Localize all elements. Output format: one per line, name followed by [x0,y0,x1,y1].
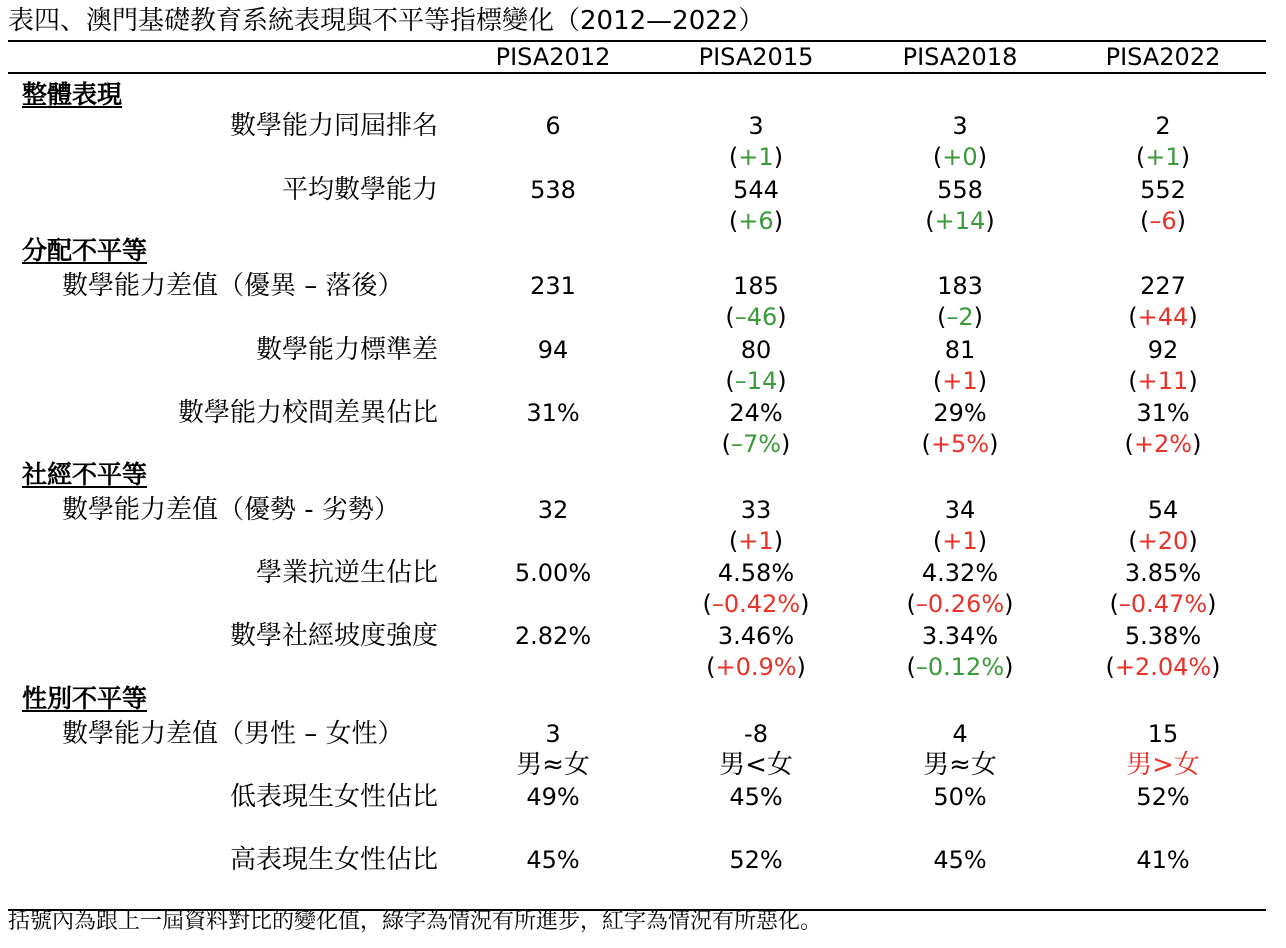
table-cell-pisa2012 [443,558,663,589]
cell-change: (–2) [936,303,984,331]
cell-change: (+1) [932,527,988,555]
cell-change: (+1) [728,143,784,171]
table-cell-pisa2022 [1053,621,1273,683]
cell-value: 6 [545,112,561,140]
cell-value: 544 [733,176,779,204]
table-cell-pisa2012 [443,398,663,429]
cell-value: -8 [744,720,768,748]
cell-value: 5.38% [1124,622,1202,650]
table-title: 表四、澳門基礎教育系統表現與不平等指標變化（2012—2022） [8,6,765,36]
change-value: +0 [942,143,978,171]
cell-value: 92 [1147,336,1179,364]
column-header-pisa2015: PISA2015 [698,43,814,71]
cell-value: 185 [733,272,779,300]
table-cell-pisa2015 [646,558,866,620]
table-cell-pisa2012 [443,495,663,526]
row-label: 數學能力同屆排名 [229,111,438,141]
cell-value: 52% [1136,783,1190,811]
table-cell-pisa2015 [646,621,866,683]
cell-change: (+5%) [921,430,999,458]
cell-value: 3 [952,112,968,140]
table-cell-pisa2022 [1053,111,1273,173]
cell-value: 3 [545,720,561,748]
change-value: –0.26% [915,590,1005,618]
cell-value: 227 [1140,272,1186,300]
change-value: +1 [942,527,978,555]
table-cell-pisa2018 [850,111,1070,173]
cell-value: 52% [729,846,783,874]
cell-value: 538 [530,176,576,204]
cell-value: 552 [1140,176,1186,204]
cell-value: 80 [740,336,772,364]
table-cell-pisa2022 [1053,175,1273,237]
cell-value: 3 [748,112,764,140]
table-cell-pisa2018 [850,175,1070,237]
table-cell-pisa2022 [1053,271,1273,333]
change-value: –2 [946,303,974,331]
cell-value: 45% [729,783,783,811]
table-cell-pisa2018 [850,558,1070,620]
cell-value: 31% [1136,399,1190,427]
change-value: +1 [1145,143,1181,171]
cell-value: 4 [952,720,968,748]
cell-change: (–0.26%) [906,590,1014,618]
row-label: 學業抗逆生佔比 [255,558,438,588]
table-cell-pisa2022 [1053,558,1273,620]
change-value: +1 [738,527,774,555]
cell-value: 29% [933,399,987,427]
cell-change: (+20) [1128,527,1198,555]
table-cell-pisa2015 [646,719,866,781]
section-title-distribution-inequality: 分配不平等 [22,236,148,265]
cell-change: (–0.12%) [906,653,1014,681]
table-cell-pisa2018 [850,271,1070,333]
change-value: +20 [1137,527,1189,555]
table-cell-pisa2022 [1053,845,1273,876]
table-cell-pisa2018 [850,621,1070,683]
change-value: –46 [734,303,778,331]
table-cell-pisa2012 [443,719,663,781]
gender-comparison: 男>女 [1126,750,1200,780]
cell-change: (+2.04%) [1105,653,1221,681]
change-value: +2% [1133,430,1193,458]
cell-change: (–0.42%) [702,590,810,618]
change-value: –14 [734,367,778,395]
change-value: +14 [934,207,986,235]
row-label: 低表現生女性佔比 [229,782,438,812]
table-cell-pisa2012 [443,845,663,876]
cell-value: 49% [526,783,580,811]
table-cell-pisa2018 [850,782,1070,813]
table-cell-pisa2012 [443,621,663,652]
cell-value: 3.46% [717,622,795,650]
gender-comparison: 男≈女 [516,750,590,780]
cell-value: 33 [740,496,772,524]
cell-value: 558 [937,176,983,204]
cell-change: (+1) [932,367,988,395]
table-cell-pisa2018 [850,398,1070,460]
cell-value: 5.00% [514,559,592,587]
section-title-socioeconomic-inequality: 社經不平等 [22,460,148,489]
cell-change: (+1) [728,527,784,555]
change-value: –0.42% [711,590,801,618]
column-header-pisa2012: PISA2012 [495,43,611,71]
change-value: +0.9% [715,653,797,681]
cell-change: (–14) [725,367,787,395]
cell-change: (+0) [932,143,988,171]
cell-value: 3.34% [921,622,999,650]
row-label: 高表現生女性佔比 [229,845,438,875]
section-title-overall-performance: 整體表現 [22,80,123,109]
table-cell-pisa2015 [646,335,866,397]
row-label: 平均數學能力 [281,175,438,205]
table-cell-pisa2022 [1053,782,1273,813]
cell-value: 4.58% [717,559,795,587]
cell-value: 24% [729,399,783,427]
section-title-gender-inequality: 性別不平等 [22,684,148,713]
gender-comparison: 男<女 [719,750,793,780]
gender-comparison: 男≈女 [923,750,997,780]
table-cell-pisa2015 [646,782,866,813]
cell-change: (+11) [1128,367,1198,395]
cell-value: 31% [526,399,580,427]
table-cell-pisa2022 [1053,495,1273,557]
change-value: +5% [930,430,990,458]
table-cell-pisa2015 [646,111,866,173]
column-header-pisa2022: PISA2022 [1105,43,1221,71]
footnote: 括號內為跟上一屆資料對比的變化值，綠字為情況有所進步，紅字為情況有所惡化。 [8,909,823,934]
change-value: +1 [942,367,978,395]
table-cell-pisa2012 [443,335,663,366]
table-cell-pisa2012 [443,782,663,813]
cell-value: 94 [537,336,569,364]
table-cell-pisa2015 [646,398,866,460]
cell-change: (+14) [925,207,995,235]
table-cell-pisa2018 [850,845,1070,876]
table-cell-pisa2012 [443,175,663,206]
column-header-pisa2018: PISA2018 [902,43,1018,71]
table-cell-pisa2018 [850,495,1070,557]
cell-change: (+0.9%) [706,653,806,681]
row-label: 數學能力標準差 [255,335,438,365]
cell-value: 54 [1147,496,1179,524]
cell-value: 81 [944,336,976,364]
table-cell-pisa2012 [443,111,663,142]
cell-value: 2.82% [514,622,592,650]
cell-change: (–7%) [721,430,791,458]
change-value: +1 [738,143,774,171]
row-label: 數學能力校間差異佔比 [177,398,438,428]
table-cell-pisa2022 [1053,719,1273,781]
cell-value: 183 [937,272,983,300]
cell-change: (–0.47%) [1109,590,1217,618]
change-value: –0.47% [1118,590,1208,618]
cell-value: 50% [933,783,987,811]
row-label: 數學社經坡度強度 [229,621,438,651]
change-value: +11 [1137,367,1189,395]
row-label: 數學能力差值（優異 – 落後） [62,271,404,301]
change-value: +6 [738,207,774,235]
cell-change: (–6) [1139,207,1187,235]
cell-value: 15 [1147,720,1179,748]
table-cell-pisa2015 [646,845,866,876]
cell-value: 41% [1136,846,1190,874]
table-cell-pisa2022 [1053,335,1273,397]
cell-change: (–46) [725,303,787,331]
table-cell-pisa2015 [646,271,866,333]
cell-value: 45% [933,846,987,874]
table-cell-pisa2022 [1053,398,1273,460]
cell-value: 32 [537,496,569,524]
change-value: +2.04% [1114,653,1212,681]
table-cell-pisa2018 [850,719,1070,781]
change-value: +44 [1137,303,1189,331]
table-cell-pisa2018 [850,335,1070,397]
cell-value: 3.85% [1124,559,1202,587]
cell-value: 2 [1155,112,1171,140]
change-value: –6 [1149,207,1177,235]
cell-value: 4.32% [921,559,999,587]
cell-value: 231 [530,272,576,300]
table-cell-pisa2015 [646,175,866,237]
cell-value: 45% [526,846,580,874]
cell-change: (+44) [1128,303,1198,331]
cell-change: (+2%) [1124,430,1202,458]
row-label: 數學能力差值（男性 – 女性） [62,719,404,749]
change-value: –7% [730,430,782,458]
cell-change: (+6) [728,207,784,235]
table-cell-pisa2012 [443,271,663,302]
table-cell-pisa2015 [646,495,866,557]
cell-value: 34 [944,496,976,524]
change-value: –0.12% [915,653,1005,681]
row-label: 數學能力差值（優勢 - 劣勢） [62,495,400,525]
cell-change: (+1) [1135,143,1191,171]
